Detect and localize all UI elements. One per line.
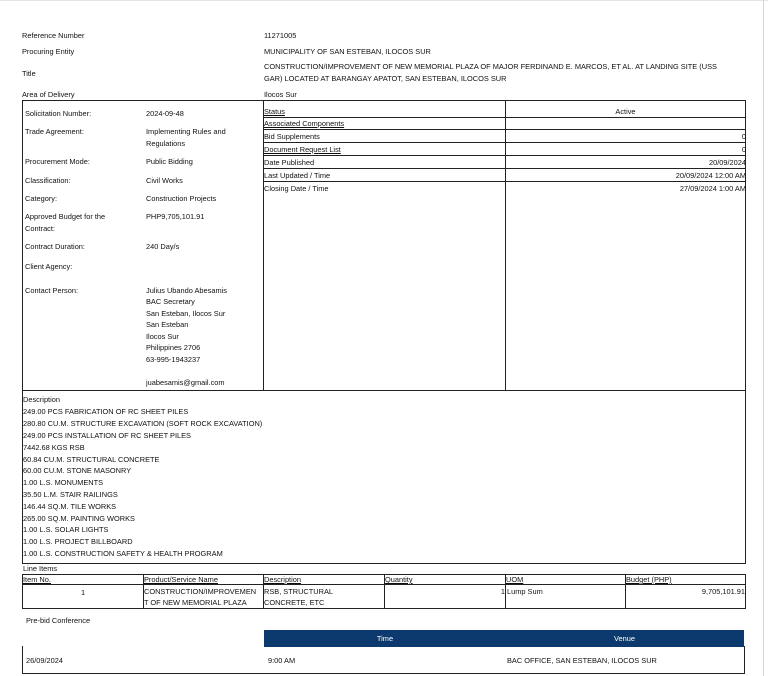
- contact-line-province: Ilocos Sur: [146, 332, 179, 341]
- area-of-delivery-value: Ilocos Sur: [264, 90, 297, 99]
- procurement-mode-label: Procurement Mode:: [25, 157, 90, 166]
- contact-email-link[interactable]: juabesamis@gmail.com: [146, 378, 225, 387]
- details-bottom-border: [22, 390, 746, 391]
- description-item: 35.50 L.M. STAIR RAILINGS: [23, 490, 118, 499]
- status-row-line: [264, 117, 746, 118]
- document-request-list-link[interactable]: Document Request List: [264, 145, 341, 154]
- prebid-time-header: Time: [264, 630, 506, 647]
- prebid-right-border: [744, 646, 745, 674]
- bid-supp-row-line: [264, 142, 746, 143]
- row-description-1: RSB, STRUCTURAL: [264, 587, 333, 596]
- details-divider: [263, 100, 264, 390]
- row-description-2: CONCRETE, ETC: [264, 598, 325, 607]
- column-quantity: Quantity: [385, 575, 413, 584]
- status-value: Active: [615, 107, 636, 116]
- approved-budget-label-1: Approved Budget for the: [25, 212, 106, 221]
- status-label: Status: [264, 107, 285, 116]
- description-item: 249.00 PCS INSTALLATION OF RC SHEET PILES: [23, 431, 191, 440]
- contact-line-address: San Esteban, Ilocos Sur: [146, 309, 226, 318]
- updated-row-line: [264, 181, 746, 182]
- line-items-col-border: [745, 574, 746, 609]
- row-budget: 9,705,101.91: [701, 587, 745, 596]
- column-product-name: Product/Service Name: [144, 575, 218, 584]
- prebid-conference-label: Pre-bid Conference: [26, 616, 91, 625]
- row-product-name-1: CONSTRUCTION/IMPROVEMEN: [144, 587, 257, 596]
- column-description: Description: [264, 575, 301, 584]
- row-uom: Lump Sum: [507, 587, 543, 596]
- line-items-top-border: [22, 563, 746, 564]
- line-items-label: Line Items: [23, 564, 58, 573]
- title-label: Title: [22, 69, 36, 78]
- category-value: Construction Projects: [146, 194, 217, 203]
- last-updated-label: Last Updated / Time: [264, 171, 331, 180]
- contact-line-name: Julius Ubando Abesamis: [146, 286, 227, 295]
- description-item: 7442.68 KGS RSB: [23, 443, 85, 452]
- procuring-entity-value: MUNICIPALITY OF SAN ESTEBAN, ILOCOS SUR: [264, 47, 431, 56]
- associated-components-label: Associated Components: [264, 119, 345, 128]
- column-budget: Budget (PHP): [626, 575, 672, 584]
- column-uom: UOM: [506, 575, 524, 584]
- procuring-entity-label: Procuring Entity: [22, 47, 75, 56]
- approved-budget-value: PHP9,705,101.91: [146, 212, 205, 221]
- row-product-name-2: T OF NEW MEMORIAL PLAZA: [144, 598, 247, 607]
- description-item: 60.84 CU.M. STRUCTURAL CONCRETE: [23, 455, 160, 464]
- prebid-left-border: [22, 646, 23, 674]
- page-top-edge: [0, 0, 768, 1]
- description-label: Description: [23, 395, 60, 404]
- classification-value: Civil Works: [146, 176, 183, 185]
- prebid-time: 9:00 AM: [268, 656, 296, 665]
- contact-line-city: San Esteban: [146, 320, 189, 329]
- description-item: 265.00 SQ.M. PAINTING WORKS: [23, 514, 135, 523]
- reference-number-label: Reference Number: [22, 31, 85, 40]
- contract-duration-label: Contract Duration:: [25, 242, 85, 251]
- description-item: 249.00 PCS FABRICATION OF RC SHEET PILES: [23, 407, 189, 416]
- client-agency-label: Client Agency:: [25, 262, 73, 271]
- prebid-venue: BAC OFFICE, SAN ESTEBAN, ILOCOS SUR: [507, 656, 657, 665]
- area-of-delivery-label: Area of Delivery: [22, 90, 75, 99]
- trade-agreement-label: Trade Agreement:: [25, 127, 84, 136]
- closing-date-label: Closing Date / Time: [264, 184, 329, 193]
- contract-duration-value: 240 Day/s: [146, 242, 180, 251]
- closing-date-value: 27/09/2024 1:00 AM: [679, 184, 746, 193]
- approved-budget-label-2: Contract:: [25, 224, 55, 233]
- row-quantity: 1: [500, 587, 505, 596]
- trade-agreement-value-2: Regulations: [146, 139, 186, 148]
- trade-agreement-value-1: Implementing Rules and: [146, 127, 226, 136]
- page-right-edge: [763, 0, 764, 676]
- description-item: 1.00 L.S. SOLAR LIGHTS: [23, 525, 109, 534]
- classification-label: Classification:: [25, 176, 71, 185]
- column-item-no: Item No.: [23, 575, 51, 584]
- prebid-date: 26/09/2024: [26, 656, 63, 665]
- line-items-col-border: [505, 574, 506, 609]
- contact-line-position: BAC Secretary: [146, 297, 195, 306]
- contact-person-label: Contact Person:: [25, 286, 78, 295]
- main-box-top-border: [22, 100, 746, 101]
- category-label: Category:: [25, 194, 58, 203]
- prebid-venue-header: Venue: [505, 630, 744, 647]
- description-item: 1.00 L.S. PROJECT BILLBOARD: [23, 537, 133, 546]
- row-item-no: 1: [80, 588, 86, 597]
- description-item: 280.80 CU.M. STRUCTURE EXCAVATION (SOFT ROCK EXCAVATION): [23, 419, 263, 428]
- reference-number-value: 11271005: [264, 31, 297, 40]
- bid-supplements-label: Bid Supplements: [264, 132, 320, 141]
- title-value-line1: CONSTRUCTION/IMPROVEMENT OF NEW MEMORIAL PLAZA OF MAJOR FERDINAND E. MARCOS, ET AL. AT LANDING SITE (USS: [264, 62, 717, 71]
- description-item: 60.00 CU.M. STONE MASONRY: [23, 466, 132, 475]
- solicitation-number-label: Solicitation Number:: [25, 109, 92, 118]
- date-published-label: Date Published: [264, 158, 315, 167]
- title-value-line2: GAR) LOCATED AT BARANGAY APATOT, SAN ESTEBAN, ILOCOS SUR: [264, 74, 507, 83]
- description-item: 1.00 L.S. MONUMENTS: [23, 478, 104, 487]
- last-updated-value: 20/09/2024 12:00 AM: [675, 171, 746, 180]
- procurement-mode-value: Public Bidding: [146, 157, 193, 166]
- document-request-list-value: 0: [741, 145, 746, 154]
- assoc-row-line: [264, 129, 746, 130]
- solicitation-number-value: 2024-09-48: [146, 109, 184, 118]
- published-row-line: [264, 168, 746, 169]
- description-item: 1.00 L.S. CONSTRUCTION SAFETY & HEALTH PROGRAM: [23, 549, 223, 558]
- contact-line-country: Philippines 2706: [146, 343, 201, 352]
- description-item: 146.44 SQ.M. TILE WORKS: [23, 502, 117, 511]
- status-divider: [505, 100, 506, 390]
- bid-supplements-value: 0: [741, 132, 746, 141]
- main-box-right-border: [745, 100, 746, 564]
- doc-req-row-line: [264, 155, 746, 156]
- contact-line-phone: 63-995-1943237: [146, 355, 201, 364]
- prebid-bottom-border: [22, 673, 745, 674]
- date-published-value: 20/09/2024: [709, 158, 746, 167]
